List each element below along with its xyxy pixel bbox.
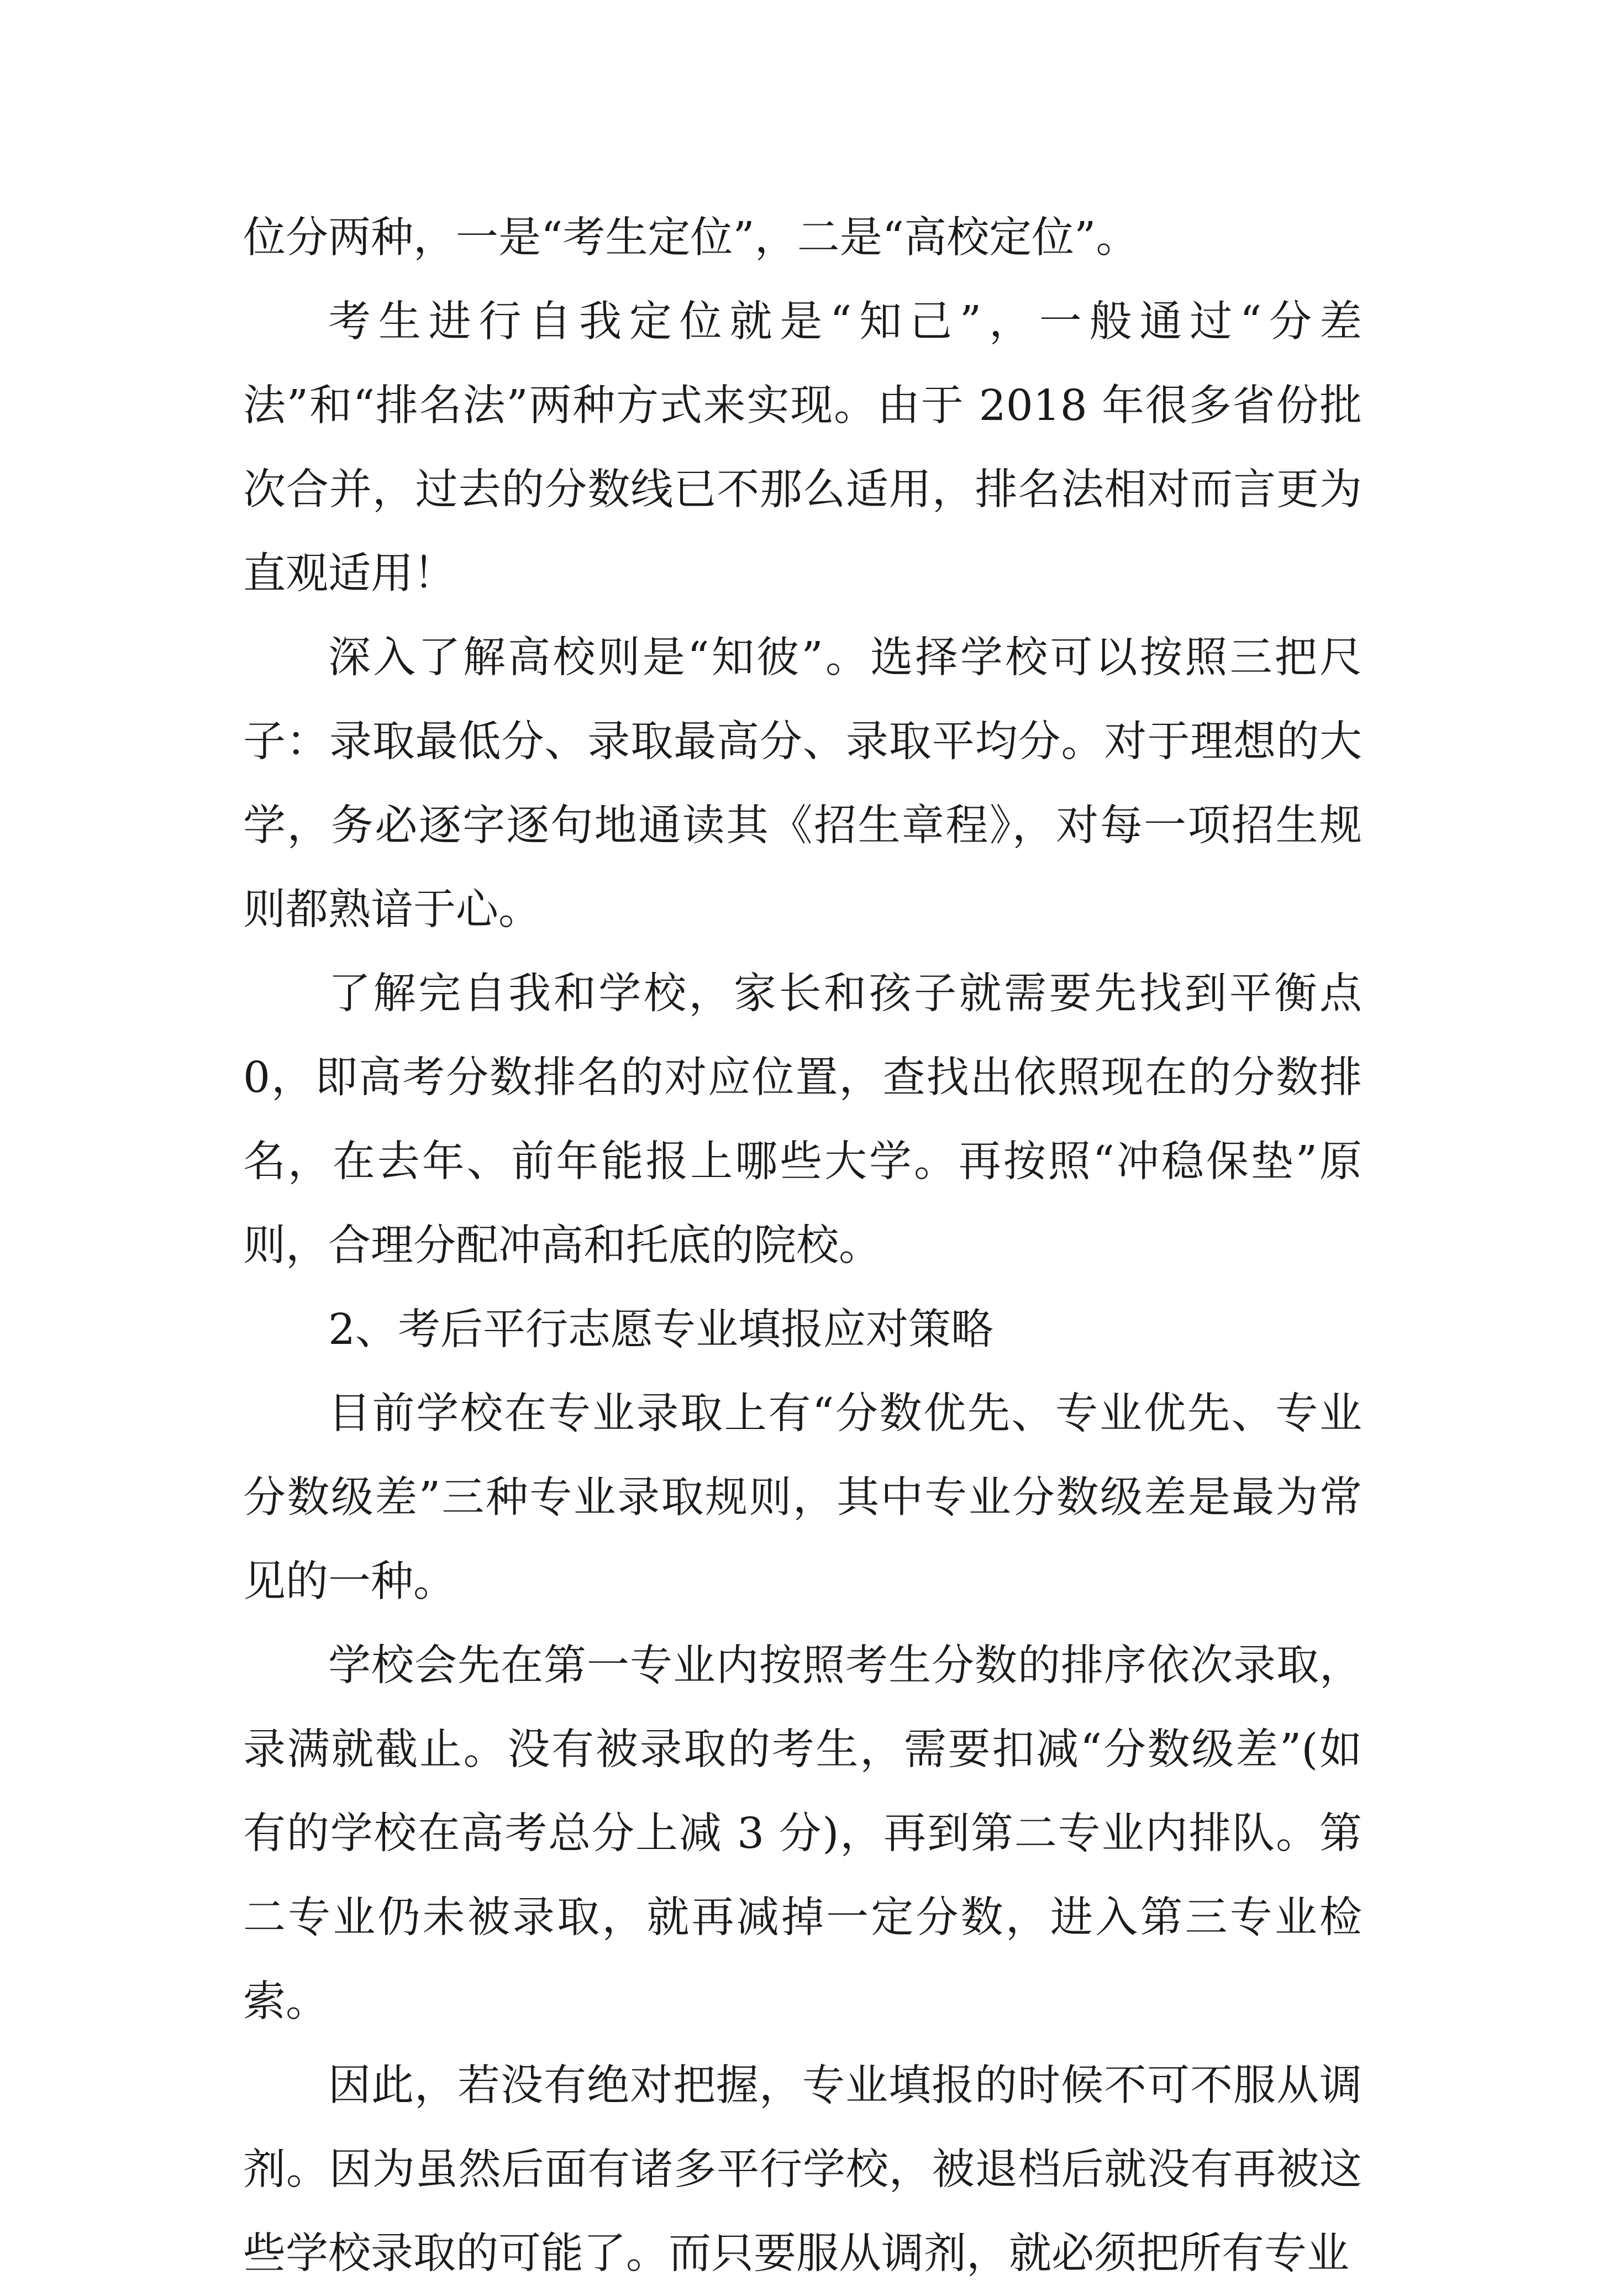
paragraph-balance-point: 了解完自我和学校，家长和孩子就需要先找到平衡点 0，即高考分数排名的对应位置，查找出依照现在的分数排名，在去年、前年能报上哪些大学。再按照“冲稳保垫”原则，合理分配冲高和托底的院校。 bbox=[243, 969, 1362, 1270]
paragraph-continuation: 位分两种，一是“考生定位”，二是“高校定位”。 bbox=[243, 213, 1139, 262]
paragraph-score-gap: 学校会先在第一专业内按照考生分数的排序依次录取，录满就截止。没有被录取的考生，需要扣减“分数级差”(如有的学校在高考总分上减 3 分)，再到第二专业内排队。第二专业仍未被录取，就再减掉一定分数，进入第三专业检索。 bbox=[243, 1641, 1362, 2026]
section-heading-major-strategy: 2、考后平行志愿专业填报应对策略 bbox=[328, 1305, 993, 1354]
paragraph-self-positioning: 考生进行自我定位就是“知己”，一般通过“分差法”和“排名法”两种方式来实现。由于 2018 年很多省份批次合并，过去的分数线已不那么适用，排名法相对而言更为直观适用！ bbox=[243, 297, 1362, 598]
paragraph-adjustment: 因此，若没有绝对把握，专业填报的时候不可不服从调剂。因为虽然后面有诸多平行学校，被退档后就没有再被这些学校录取的可能了。而只要服从调剂，就必须把所有专业 bbox=[243, 2061, 1362, 2278]
body-text bbox=[243, 196, 1362, 2296]
paragraph-admission-rules: 目前学校在专业录取上有“分数优先、专业优先、专业分数级差”三种专业录取规则，其中专业分数级差是最为常见的一种。 bbox=[243, 1389, 1362, 1606]
paragraph-know-colleges: 深入了解高校则是“知彼”。选择学校可以按照三把尺子：录取最低分、录取最高分、录取平均分。对于理想的大学，务必逐字逐句地通读其《招生章程》，对每一项招生规则都熟谙于心。 bbox=[243, 633, 1362, 934]
